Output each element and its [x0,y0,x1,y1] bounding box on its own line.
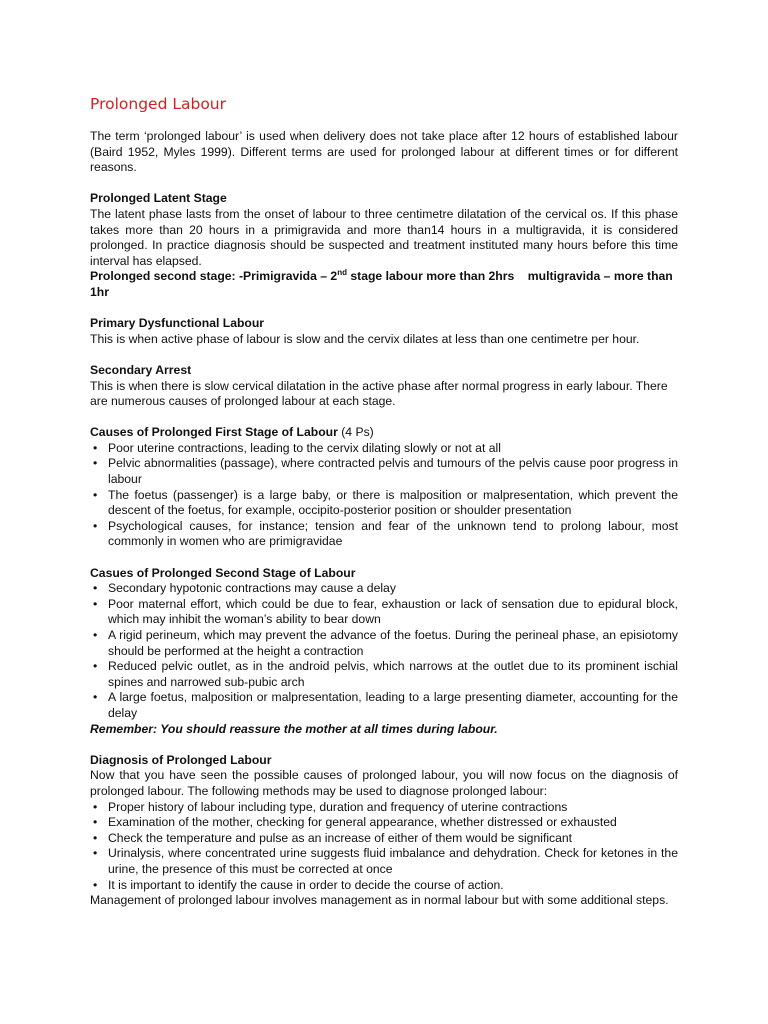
list-item [90,597,678,628]
bullet-glyph: • [93,799,98,814]
bullet-glyph: • [93,690,98,705]
list-item-text: The foetus (passenger) is a large baby, or there is malposition or malpresentation, which prevent the descent of the foetus, for example, occipito-posterior position or shoulder presentation [108,487,678,518]
causes-first-stage-note: (4 Ps) [337,425,374,440]
list-item [90,488,678,519]
causes-second-stage-list [90,581,678,721]
second-stage-definition [90,269,678,300]
remember-note: Remember: You should reassure the mother at all times during labour. [90,721,498,736]
primary-dysfunctional-heading: Primary Dysfunctional Labour [90,316,265,331]
bullet-glyph: • [93,815,98,830]
list-item [90,581,678,597]
bullet-glyph: • [93,596,98,611]
list-item [90,628,678,659]
list-item-text: Pelvic abnormalities (passage), where contracted pelvis and tumours of the pelvis cause poor progress in labour [108,456,678,487]
diagnosis-heading: Diagnosis of Prolonged Labour [90,752,272,767]
latent-stage-text: The latent phase lasts from the onset of labour to three centimetre dilatation of the cervical os. If this phase takes more than 20 hours in a primigravida and more than14 hours in a multigravida, it is considered prolonged. In practice diagnosis should be suspected and treatment instituted many hours before this time interval has elapsed. [90,206,678,268]
list-item-text: Check the temperature and pulse as an increase of either of them would be significant [108,830,573,845]
list-item [90,846,678,877]
list-item-text: A large foetus, malposition or malpresentation, leading to a large presenting diameter, accounting for the delay [108,690,678,720]
bullet-glyph: • [93,628,98,642]
list-item [90,878,678,894]
list-item [90,456,678,487]
second-stage-suffix: stage labour more than 2hrs multigravida – more than 1hr [90,269,677,299]
list-item-text: Urinalysis, where concentrated urine suggests fluid imbalance and dehydration. Check for ketones in the urine, the presence of this must be corrected at once [108,846,678,876]
list-item [90,519,678,550]
secondary-arrest-text: This is when there is slow cervical dilatation in the active phase after normal progress in early labour. There are numerous causes of prolonged labour at each stage. [90,378,668,409]
diagnosis-text: Now that you have seen the possible causes of prolonged labour, you will now focus on the diagnosis of prolonged labour. The following methods may be used to diagnose prolonged labour: [90,768,678,798]
causes-first-stage-list [90,441,678,550]
bullet-glyph: • [93,830,98,845]
list-item-text: Poor uterine contractions, leading to the cervix dilating slowly or not at all [108,440,501,455]
bullet-glyph: • [93,581,98,596]
management-closing: Management of prolonged labour involves management as in normal labour but with some additional steps. [90,893,669,908]
list-item-text: Poor maternal effort, which could be due to fear, exhaustion or lack of sensation due to epidural block, which may inhibit the woman’s ability to bear down [108,596,678,627]
list-item-text: Proper history of labour including type, duration and frequency of uterine contractions [108,799,568,814]
bullet-glyph: • [93,487,98,502]
causes-first-stage-heading [90,425,678,441]
list-item [90,441,678,457]
primary-dysfunctional-text: This is when active phase of labour is slow and the cervix dilates at less than one centimetre per hour. [90,331,640,346]
second-stage-prefix: Prolonged second stage: -Primigravida – 2 [90,269,338,284]
bullet-glyph: • [93,456,98,471]
list-item-text: Reduced pelvic outlet, as in the android pelvis, which narrows at the outlet due to its prominent ischial spines and narrowed sub-pubic arch [108,659,678,689]
document-page [90,94,678,909]
bullet-glyph: • [93,659,98,674]
diagnosis-list [90,800,678,894]
intro-paragraph: The term ‘prolonged labour’ is used when delivery does not take place after 12 hours of established labour (Baird 1952, Myles 1999). Different terms are used for prolonged labour at different times or for different reasons. [90,129,678,175]
list-item-text: A rigid perineum, which may prevent the advance of the foetus. During the perineal phase, an episiotomy should be performed at the height a contraction [108,628,678,658]
bullet-glyph: • [93,440,98,455]
list-item [90,659,678,690]
list-item-text: It is important to identify the cause in order to decide the course of action. [108,877,504,892]
bullet-glyph: • [93,518,98,533]
list-item [90,800,678,816]
list-item-text: Secondary hypotonic contractions may cause a delay [108,581,396,596]
latent-stage-heading: Prolonged Latent Stage [90,191,227,206]
bullet-glyph: • [93,877,98,892]
list-item-text: Psychological causes, for instance; tension and fear of the unknown tend to prolong labour, most commonly in women who are primigravidae [108,518,678,549]
secondary-arrest-heading: Secondary Arrest [90,362,192,377]
page-title: Prolonged Labour [90,95,226,113]
second-stage-superscript: nd [337,268,347,278]
bullet-glyph: • [93,846,98,861]
list-item-text: Examination of the mother, checking for general appearance, whether distressed or exhausted [108,815,617,830]
causes-second-stage-heading: Casues of Prolonged Second Stage of Labour [90,565,356,580]
list-item [90,690,678,721]
list-item [90,815,678,831]
causes-first-stage-title: Causes of Prolonged First Stage of Labour [90,425,338,440]
list-item [90,831,678,847]
